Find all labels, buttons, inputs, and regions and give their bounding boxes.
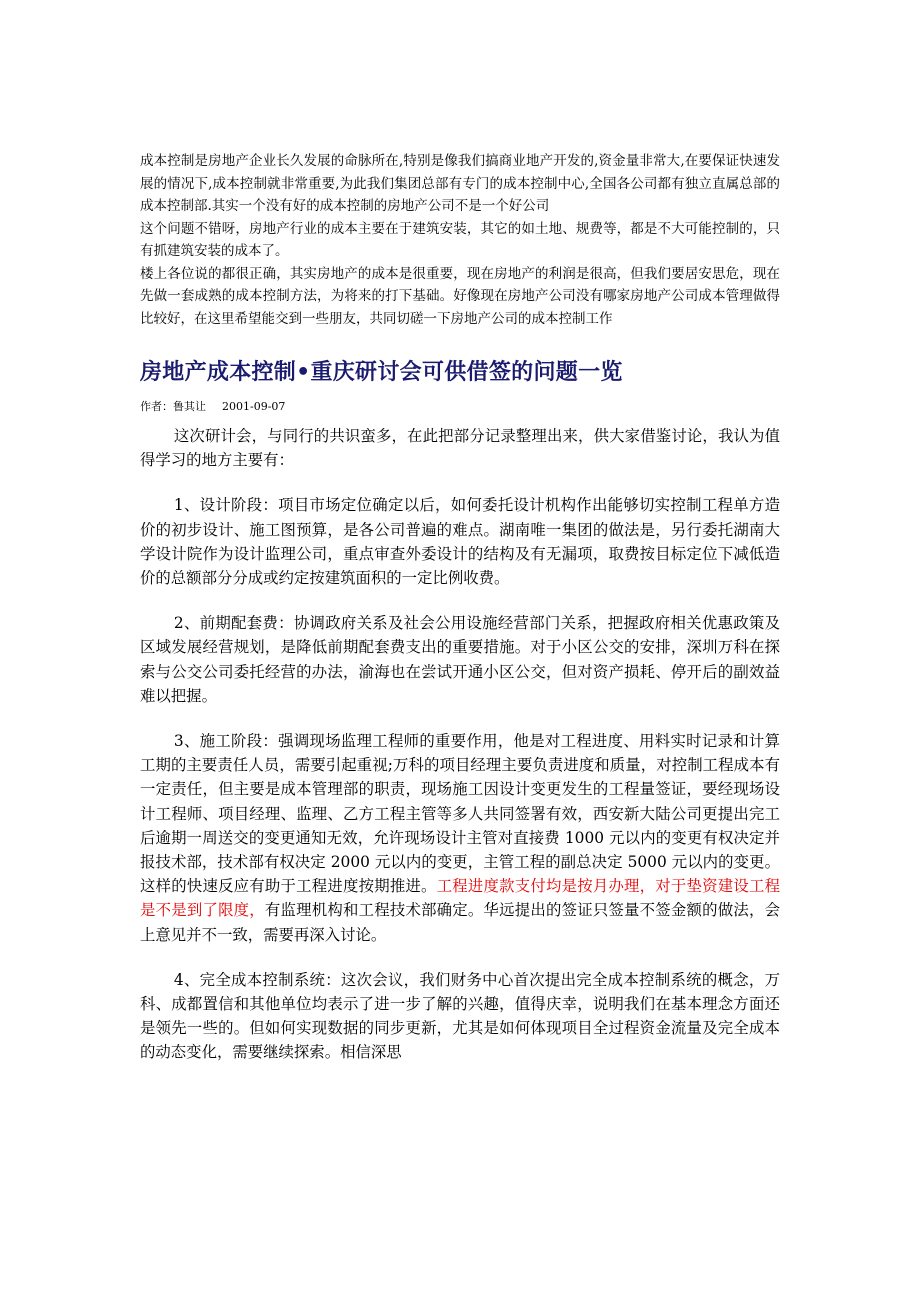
article-body xyxy=(140,424,780,1065)
intro-section xyxy=(140,150,780,330)
author-label: 作者：鲁其让 xyxy=(140,400,206,413)
highlighted-text: 工程进度款支付均是按月办理，对于垫资建设工程是不是到了限度， xyxy=(140,877,780,920)
byline xyxy=(140,400,780,414)
body-text-segment: 3、施工阶段：强调现场监理工程师的重要作用，他是对工程进度、用料实时记录和计算工期的主要责任人员，需要引起重视;万科的项目经理主要负责进度和质量，对控制工程成本有一定责任，但主要是成本管理部的职责，现场施工因设计变更发生的工程量签证，要经现场设计工程师、项目经理、监理、乙方工程主管等多人共同签署有效，西安新大陆公司更提出完工后逾期一周送交的变更通知无效，允许现场设计主管对直接费 1000 元以内的变更有权决定并报技术部，技术部有权决定 2000 元以内的变更，主管工程的副总决定 5000 元以内的变更。这样的快速反应有助于工程进度按期推进。 xyxy=(140,732,780,896)
intro-paragraph: 楼上各位说的都很正确，其实房地产的成本是很重要，现在房地产的利润是很高，但我们要居安思危，现在先做一套成熟的成本控制方法，为将来的打下基础。好像现在房地产公司没有哪家房地产公司成本管理做得比较好，在这里希望能交到一些朋友，共同切磋一下房地产公司的成本控制工作 xyxy=(140,265,780,327)
intro-paragraph: 这个问题不错呀，房地产行业的成本主要在于建筑安装，其它的如土地、规费等，都是不大可能控制的，只有抓建筑安装的成本了。 xyxy=(140,220,780,259)
article-title: 房地产成本控制•重庆研讨会可供借签的问题一览 xyxy=(140,360,623,385)
body-text-segment: 有监理机构和工程技术部确定。华远提出的签证只签量不签金额的做法，会上意见并不一致，需要再深入讨论。 xyxy=(140,901,780,944)
body-paragraph xyxy=(140,729,780,947)
publish-date: 2001-09-07 xyxy=(222,400,286,413)
body-paragraph: 1、设计阶段：项目市场定位确定以后，如何委托设计机构作出能够切实控制工程单方造价的初步设计、施工图预算，是各公司普遍的难点。湖南唯一集团的做法是，另行委托湖南大学设计院作为设计监理公司，重点审查外委设计的结构及有无漏项，取费按目标定位下减低造价的总额部分分成或约定按建筑面积的一定比例收费。 xyxy=(140,496,780,588)
body-paragraph: 这次研计会，与同行的共识蛮多，在此把部分记录整理出来，供大家借鉴讨论，我认为值得学习的地方主要有： xyxy=(140,427,780,470)
document-page xyxy=(140,150,780,1086)
body-paragraph: 4、完全成本控制系统：这次会议，我们财务中心首次提出完全成本控制系统的概念，万科、成都置信和其他单位均表示了进一步了解的兴趣，值得庆幸，说明我们在基本理念方面还是领先一些的。但如何实现数据的同步更新，尤其是如何体现项目全过程资金流量及完全成本的动态变化，需要继续探索。相信深思 xyxy=(140,970,780,1062)
body-paragraph: 2、前期配套费：协调政府关系及社会公用设施经营部门关系，把握政府相关优惠政策及区域发展经营规划，是降低前期配套费支出的重要措施。对于小区公交的安排，深圳万科在探索与公交公司委托经营的办法，渝海也在尝试开通小区公交，但对资产损耗、停开后的副效益难以把握。 xyxy=(140,614,780,705)
intro-paragraph: 成本控制是房地产企业长久发展的命脉所在,特别是像我们搞商业地产开发的,资金量非常大,在要保证快速发展的情况下,成本控制就非常重要,为此我们集团总部有专门的成本控制中心,全国各公司都有独立直属总部的成本控制部.其实一个没有好的成本控制的房地产公司不是一个好公司 xyxy=(140,153,780,214)
